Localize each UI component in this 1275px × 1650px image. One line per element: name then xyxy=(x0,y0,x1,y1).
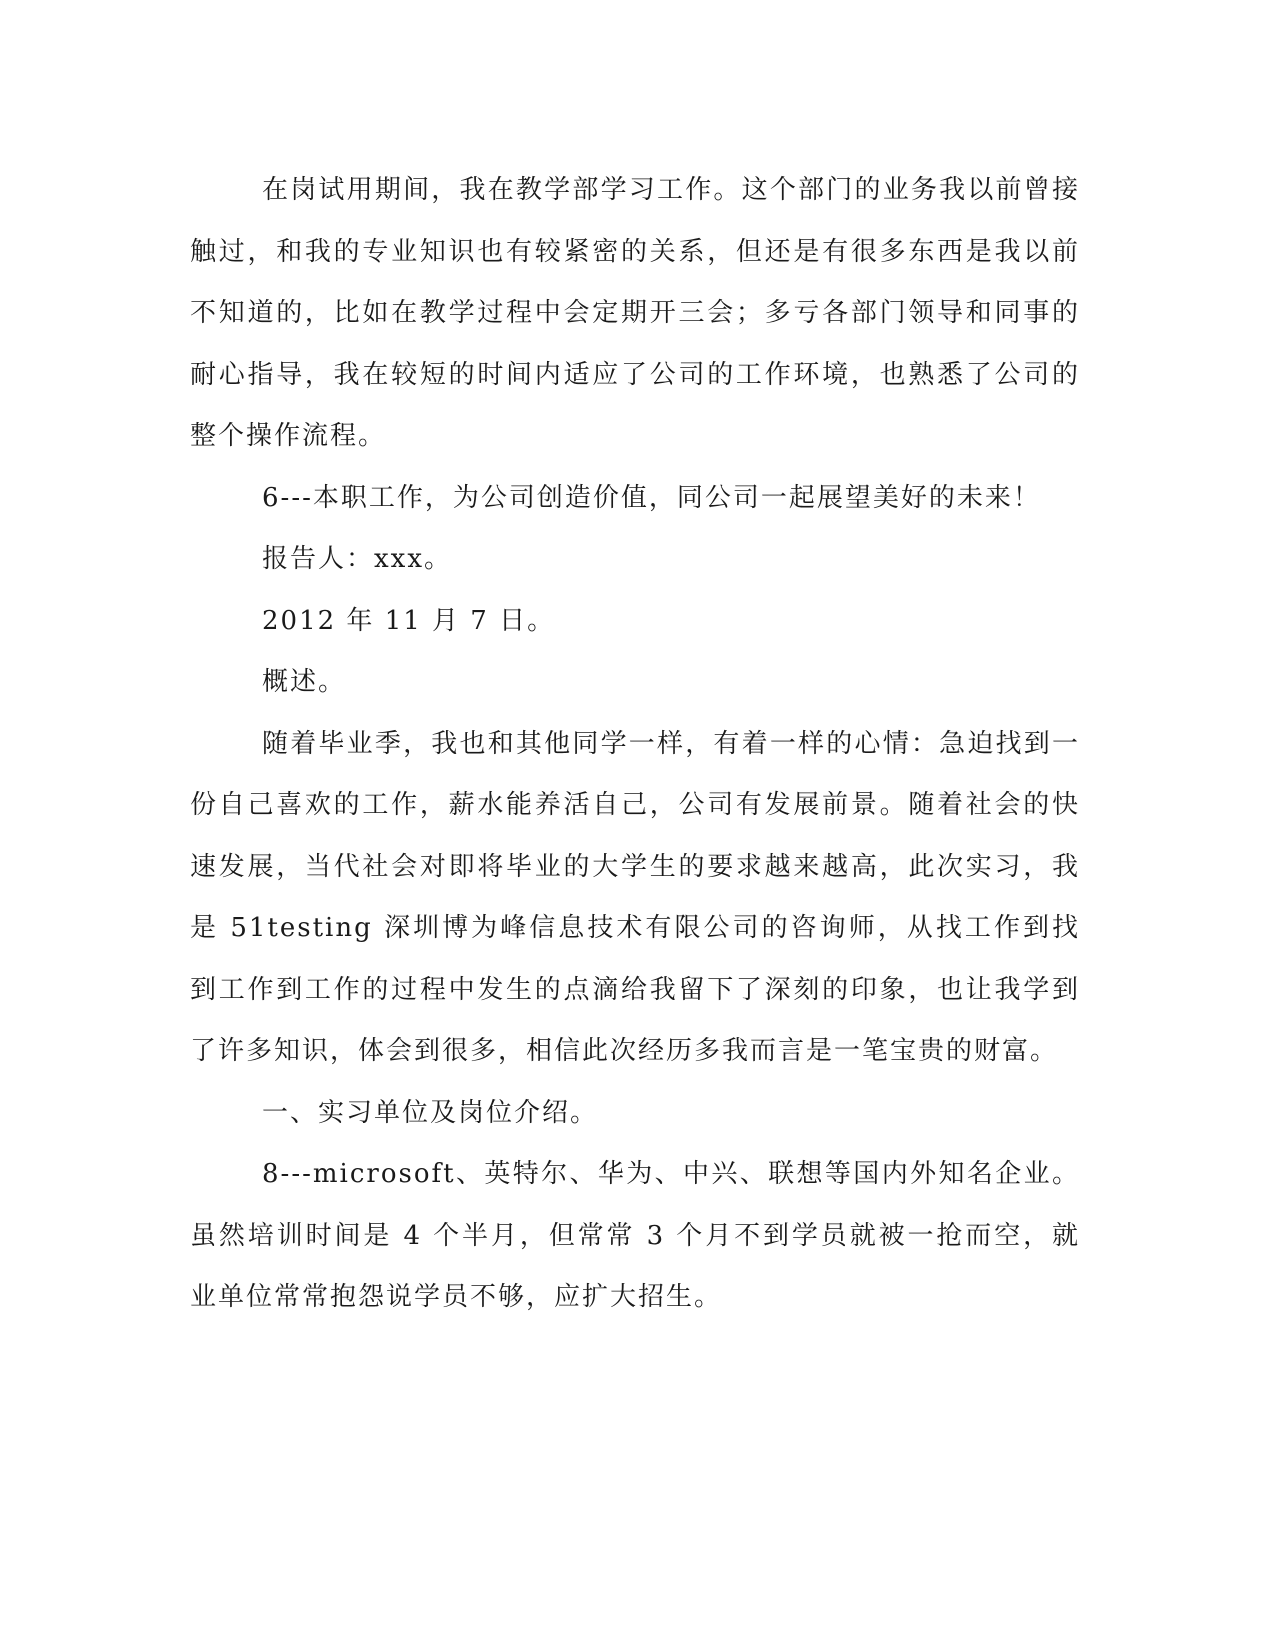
paragraph-internship-unit: 8---microsoft、英特尔、华为、中兴、联想等国内外知名企业。虽然培训时间是 4 个半月，但常常 3 个月不到学员就被一抢而空，就业单位常常抱怨说学员不够，应扩大招生。 xyxy=(190,1159,1080,1312)
paragraph-reporter: 报告人：xxx。 xyxy=(262,544,452,574)
paragraph-overview: 随着毕业季，我也和其他同学一样，有着一样的心情：急迫找到一份自己喜欢的工作，薪水能养活自己，公司有发展前景。随着社会的快速发展，当代社会对即将毕业的大学生的要求越来越高，此次实习，我是 51testing 深圳博为峰信息技术有限公司的咨询师，从找工作到找到工作到工作的过程中发生的点滴给我留下了深刻的印象，也让我学到了许多知识，体会到很多，相信此次经历多我而言是一笔宝贵的财富。 xyxy=(190,728,1080,1066)
paragraph-date: 2012 年 11 月 7 日。 xyxy=(262,605,556,636)
section-heading-internship-unit: 一、实习单位及岗位介绍。 xyxy=(262,1097,599,1128)
paragraph-closing: 6---本职工作，为公司创造价值，同公司一起展望美好的未来！ xyxy=(262,482,1041,513)
document-body xyxy=(190,160,1080,1329)
section-heading-overview: 概述。 xyxy=(262,667,347,697)
paragraph-probation: 在岗试用期间，我在教学部学习工作。这个部门的业务我以前曾接触过，和我的专业知识也有较紧密的关系，但还是有很多东西是我以前不知道的，比如在教学过程中会定期开三会；多亏各部门领导和同事的耐心指导，我在较短的时间内适应了公司的工作环境，也熟悉了公司的整个操作流程。 xyxy=(190,175,1080,451)
